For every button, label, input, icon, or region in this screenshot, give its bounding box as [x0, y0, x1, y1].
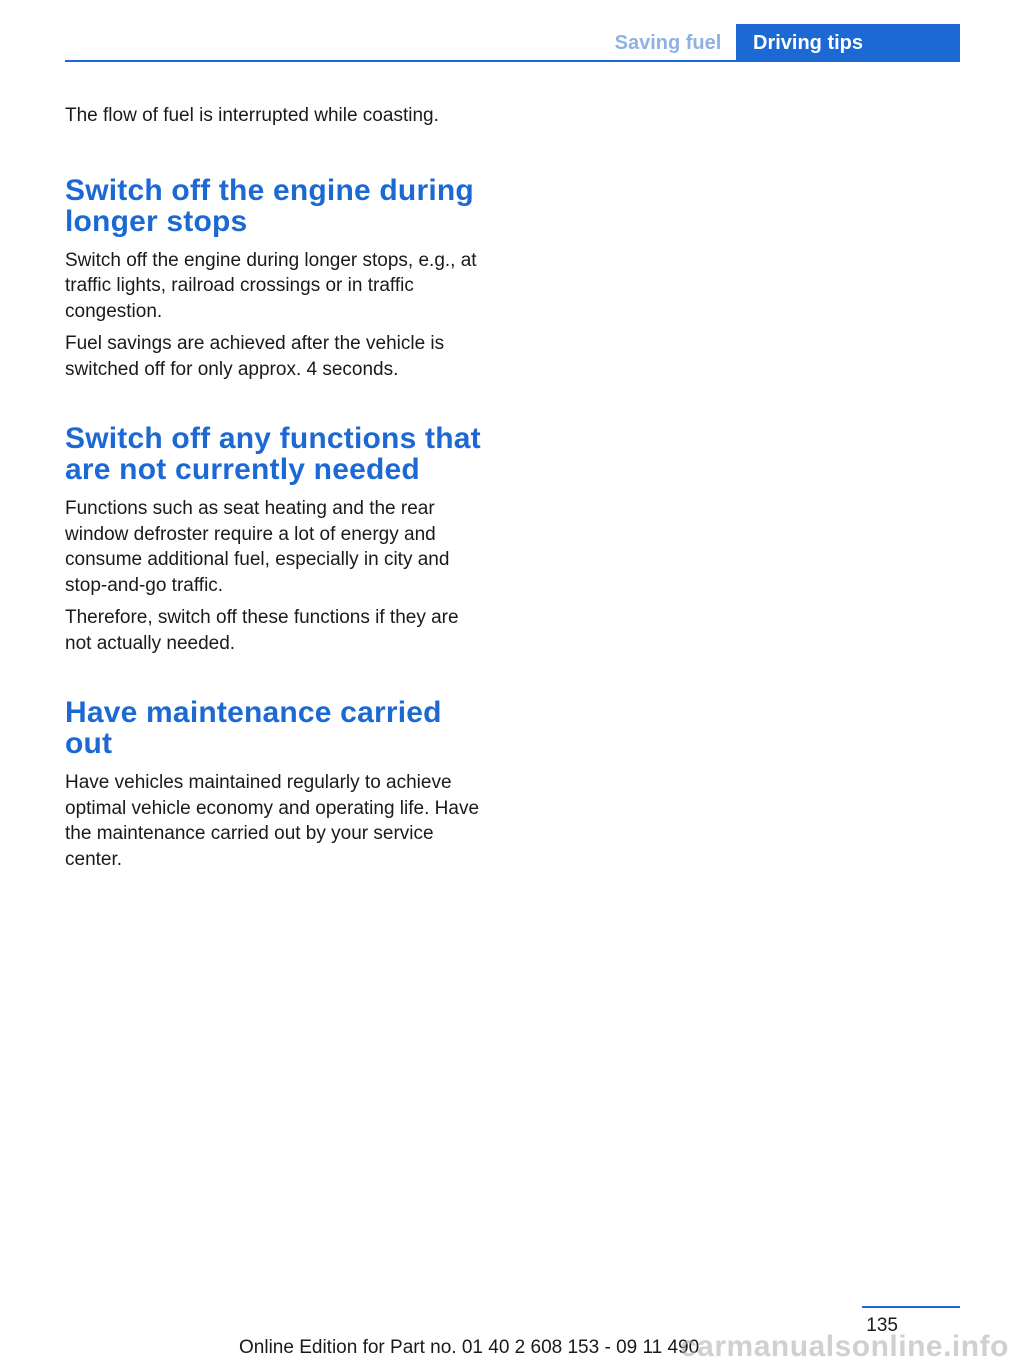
heading-maintenance	[65, 697, 485, 759]
body-paragraph: Fuel savings are achieved after the vehicle is switched off for only approx. 4 seconds.	[65, 333, 445, 380]
heading-switch-off-functions	[65, 423, 485, 485]
footer-divider	[862, 1306, 960, 1308]
page-content	[65, 103, 485, 872]
watermark: carmanualsonline.info	[680, 1330, 1009, 1363]
heading-line: longer stops	[65, 204, 248, 238]
page-number: 135	[866, 1315, 898, 1336]
heading-line: Switch off any functions that	[65, 422, 481, 455]
body-paragraph: Functions such as seat heating and the rear window defroster require a lot of energy and consume additional fuel, especially in city and stop-and-go traffic.	[65, 498, 450, 596]
section-tab-saving-fuel: Saving fuel	[614, 32, 722, 54]
heading-line: Have maintenance carried out	[65, 696, 442, 760]
body-paragraph: Have vehicles maintained regularly to achieve optimal vehicle economy and operating life. Have the maintenance carried out by your service center.	[65, 772, 480, 870]
chapter-tab-driving-tips: Driving tips	[736, 24, 960, 62]
heading-line: Switch off the engine during	[65, 173, 474, 207]
header-divider	[65, 60, 960, 62]
heading-line: are not currently needed	[65, 453, 420, 486]
body-paragraph: Therefore, switch off these functions if they are not actually needed.	[65, 607, 459, 654]
body-paragraph: Switch off the engine during longer stops, e.g., at traffic lights, railroad crossings or in traffic congestion.	[65, 249, 477, 322]
edition-line: Online Edition for Part no. 01 40 2 608 153 - 09 11 490	[239, 1337, 700, 1358]
intro-paragraph: The flow of fuel is interrupted while coasting.	[65, 105, 439, 126]
heading-switch-off-engine	[65, 175, 485, 237]
